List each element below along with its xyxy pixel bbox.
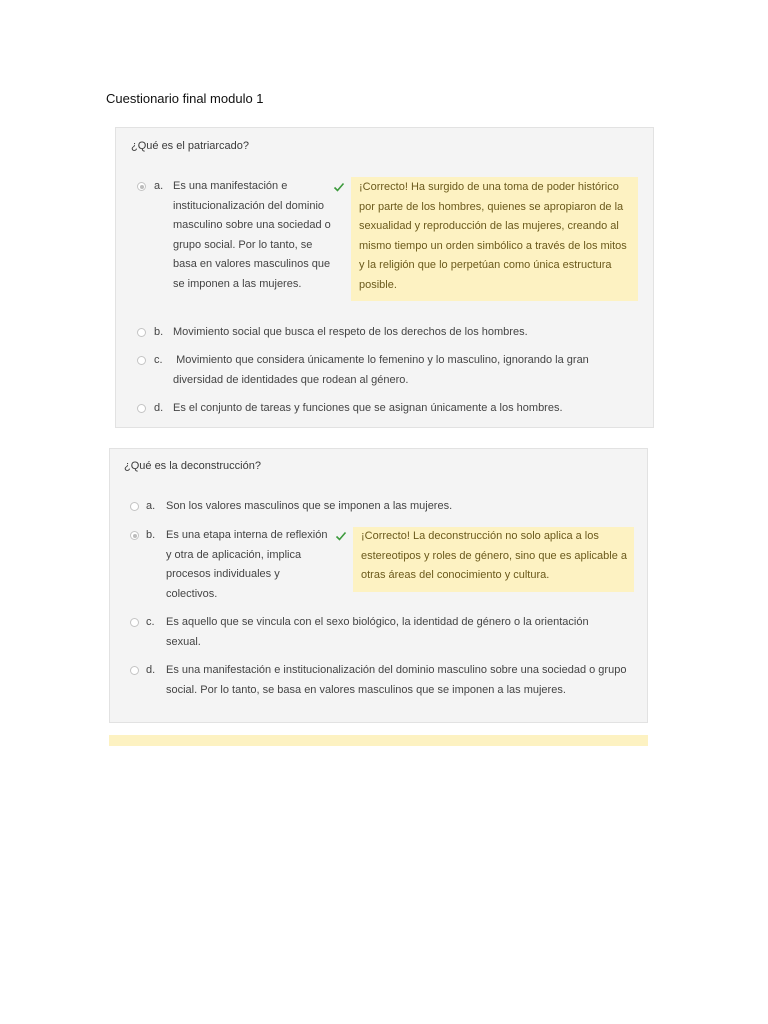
option-letter: d. <box>146 664 156 676</box>
option-b-text[interactable]: Movimiento social que busca el respeto de los derechos de los hombres. <box>173 326 528 338</box>
radio-icon[interactable] <box>130 666 139 675</box>
radio-icon[interactable] <box>130 502 139 511</box>
feedback-box: ¡Correcto! La deconstrucción no solo aplica a los estereotipos y roles de género, sino que es aplicable a otras áreas del conocimiento y cultura. <box>353 527 634 592</box>
option-letter: c. <box>154 354 163 366</box>
option-letter: b. <box>146 529 156 541</box>
question-card-1 <box>115 127 654 428</box>
option-d-text[interactable]: Es el conjunto de tareas y funciones que se asignan únicamente a los hombres. <box>173 402 563 414</box>
radio-icon[interactable] <box>137 404 146 413</box>
option-letter: b. <box>154 326 164 338</box>
radio-icon[interactable] <box>137 356 146 365</box>
option-letter: c. <box>146 616 155 628</box>
option-a-text[interactable]: Es una manifestación e institucionalización del dominio masculino sobre una sociedad o grupo social. Por lo tanto, se basa en valores masculinos que se imponen a las mujeres. <box>173 180 331 290</box>
option-c-text[interactable]: Movimiento que considera únicamente lo femenino y lo masculino, ignorando la gran diversidad de identidades que rodean al género. <box>173 354 592 386</box>
option-d-text[interactable]: Es una manifestación e institucionalización del dominio masculino sobre una sociedad o grupo social. Por lo tanto, se basa en valores masculinos que se imponen a las mujeres. <box>166 664 627 696</box>
option-b-text[interactable]: Es una etapa interna de reflexión y otra de aplicación, implica procesos individuales y colectivos. <box>166 529 328 600</box>
option-letter: d. <box>154 402 164 414</box>
check-icon <box>335 530 347 542</box>
radio-icon[interactable] <box>130 531 139 540</box>
check-icon <box>333 181 345 193</box>
next-question-strip <box>109 735 648 746</box>
option-c-text[interactable]: Es aquello que se vincula con el sexo biológico, la identidad de género o la orientación sexual. <box>166 616 589 648</box>
option-letter: a. <box>146 500 156 512</box>
radio-icon[interactable] <box>137 328 146 337</box>
question-card-2 <box>109 448 648 723</box>
radio-icon[interactable] <box>137 182 146 191</box>
question-text: ¿Qué es la deconstrucción? <box>124 460 261 472</box>
question-text: ¿Qué es el patriarcado? <box>131 140 250 152</box>
option-a-text[interactable]: Son los valores masculinos que se imponen a las mujeres. <box>166 500 453 512</box>
feedback-box: ¡Correcto! Ha surgido de una toma de poder histórico por parte de los hombres, quienes se apropiaron de la sexualidad y reproducción de las mujeres, creando al mismo tiempo un orden simbólico a través de los mitos y la religión que lo perpetúan como única estructura posible. <box>351 177 638 301</box>
radio-icon[interactable] <box>130 618 139 627</box>
option-letter: a. <box>154 180 164 192</box>
page-title: Cuestionario final modulo 1 <box>106 91 264 106</box>
